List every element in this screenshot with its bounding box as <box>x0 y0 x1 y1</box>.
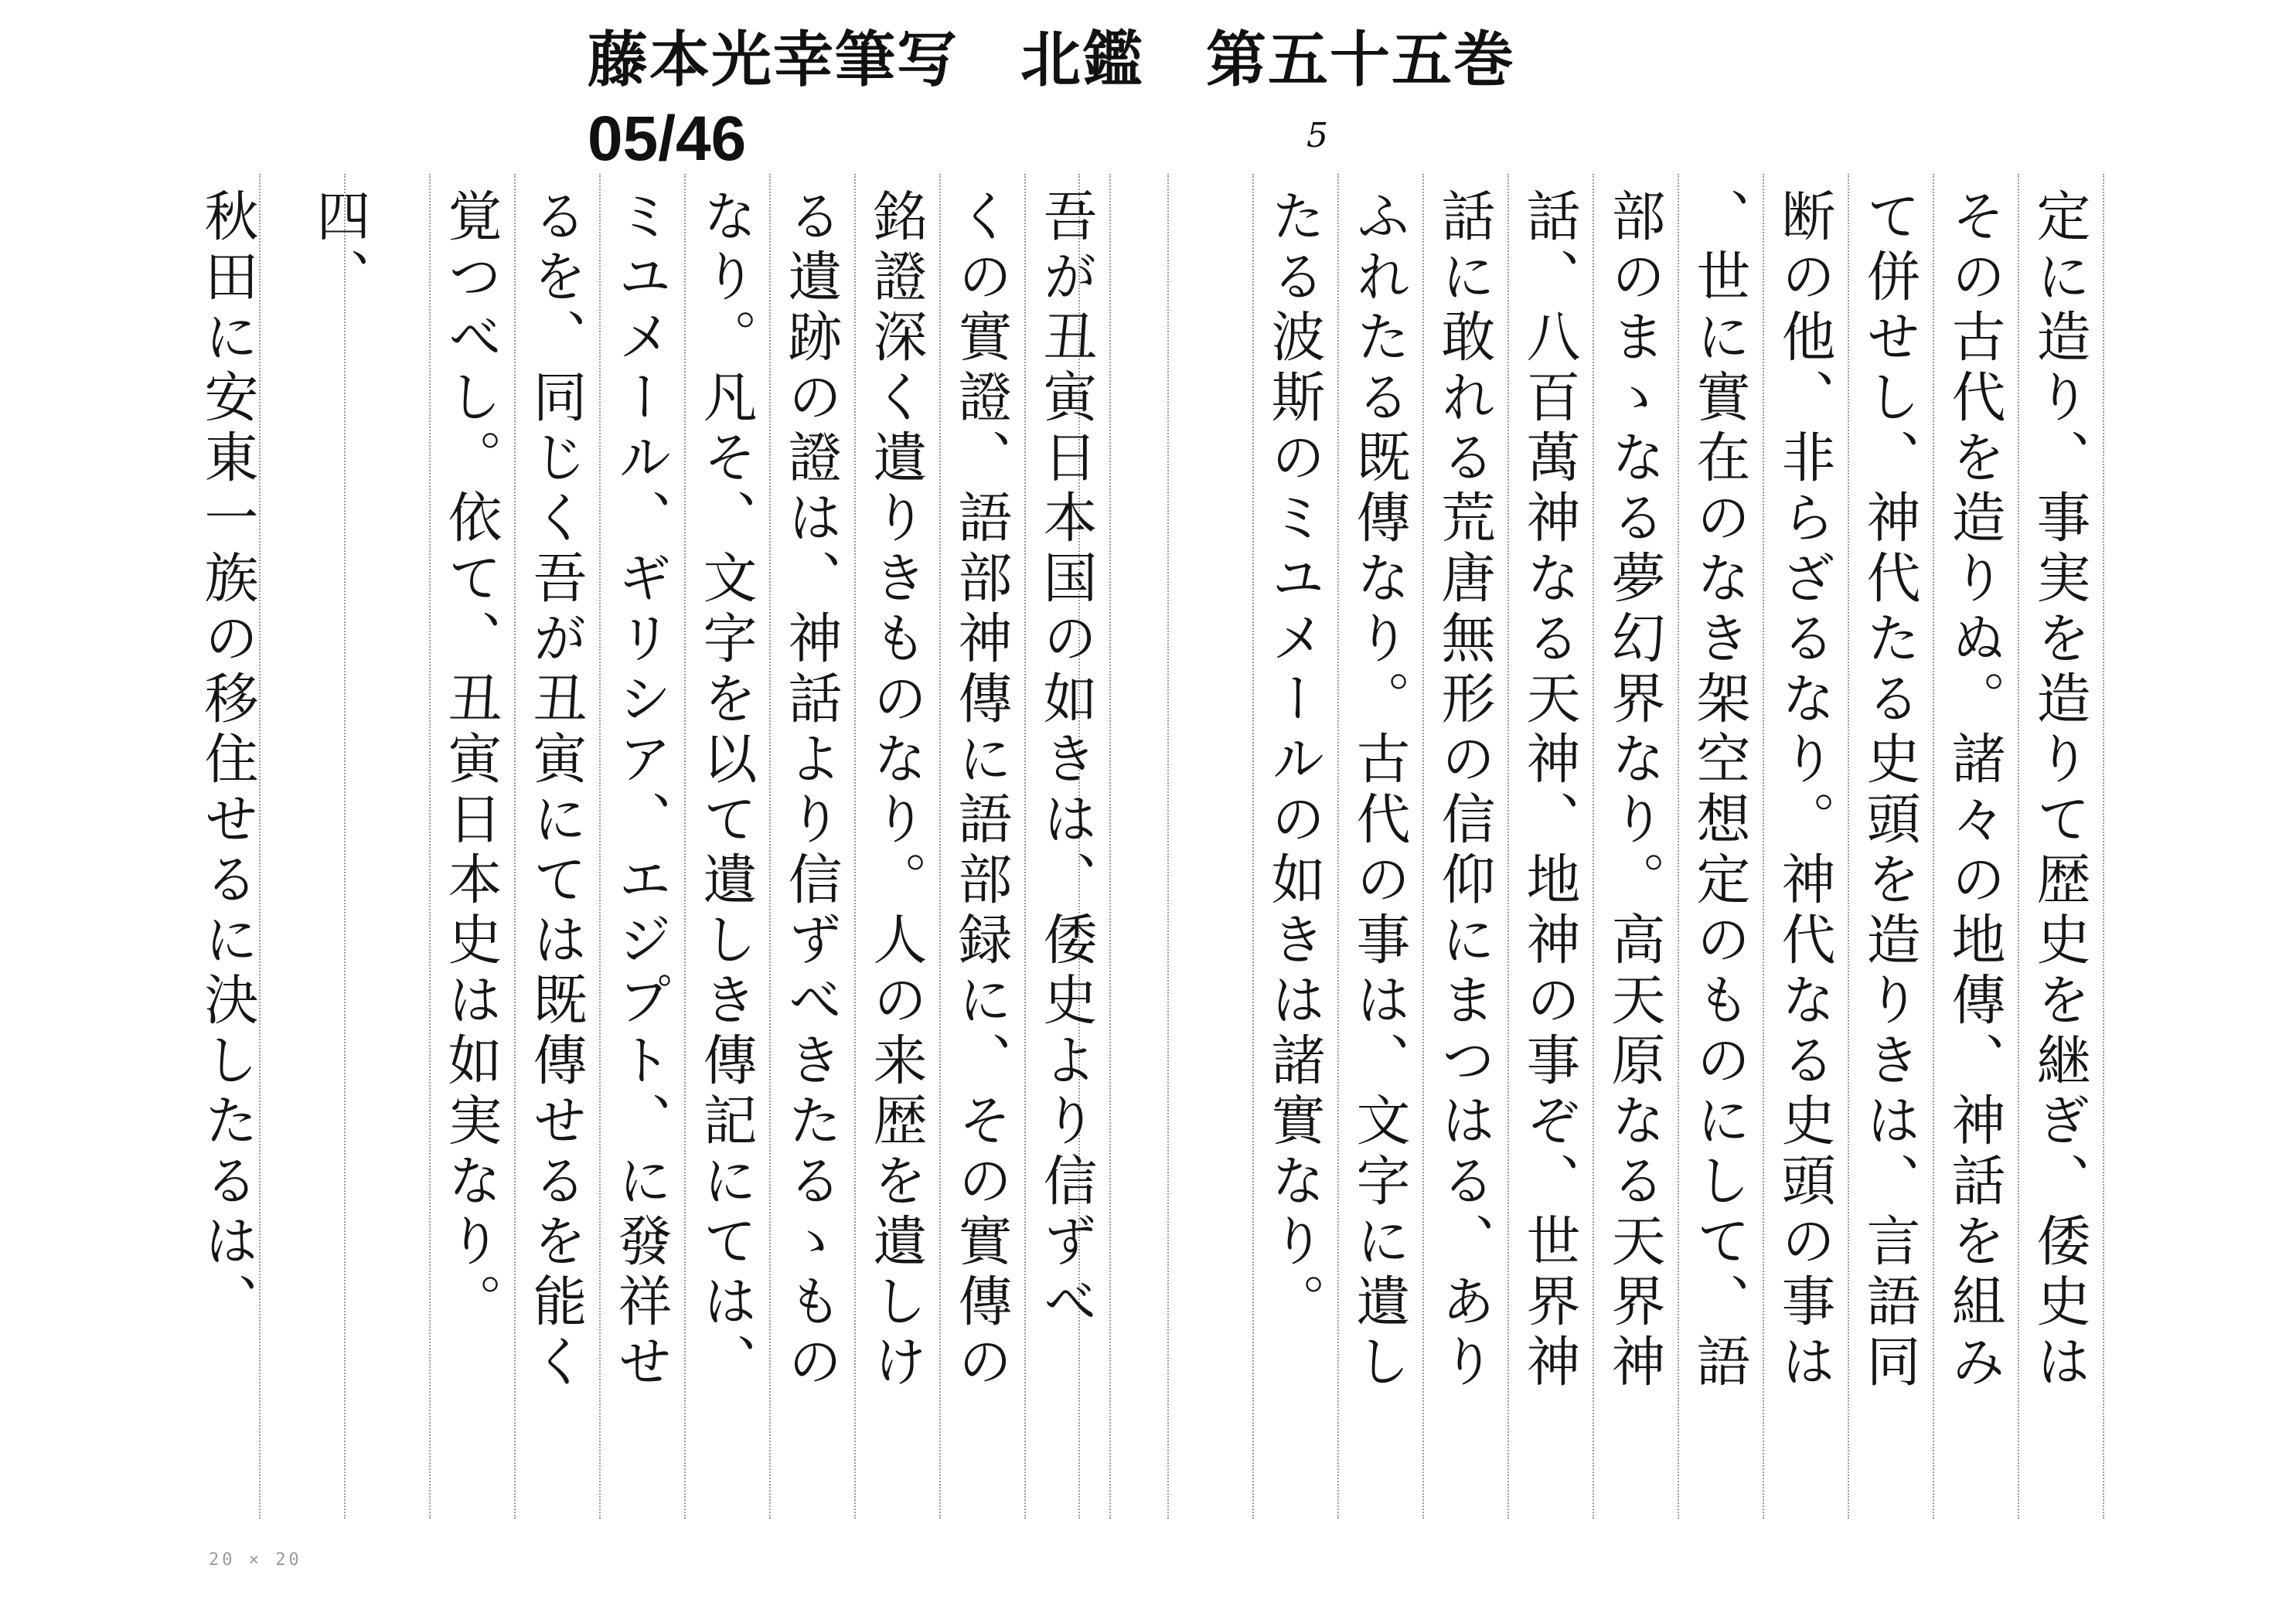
manuscript-paper-label: 20 × 20 <box>209 1550 302 1570</box>
text-column-22: 秋田に安東一族の移住せるに決したるは、 <box>196 188 259 1333</box>
text-column-18: るを、同じく吾が丑寅にては既傳せるを能く <box>524 188 588 1393</box>
text-column-17: ミユメール、ギリシア、エジプト、に發祥せ <box>609 188 673 1393</box>
column-rule-1 <box>2103 174 2104 1519</box>
column-rule-2 <box>2018 174 2019 1519</box>
text-column-8: 話に敢れる荒唐無形の信仰にまつはる、あり <box>1432 188 1496 1393</box>
column-rule-21 <box>429 174 431 1519</box>
text-column-1: 定に造り、事実を造りて歴史を継ぎ、倭史は <box>2028 188 2091 1393</box>
text-column-12: 吾が丑寅日本国の如きは、倭史より信ずべ <box>1034 188 1098 1333</box>
text-column-5: 、世に實在のなき架空想定のものにして、語 <box>1688 188 1751 1393</box>
text-column-2: その古代を造りぬ。諸々の地傳、神話を組み <box>1943 188 2006 1393</box>
column-rule-11 <box>1252 174 1254 1519</box>
column-rule-23 <box>259 174 261 1519</box>
page-title: 藤本光幸筆写 北鑑 第五十五巻 <box>588 26 1516 95</box>
column-rule-22 <box>344 174 346 1519</box>
column-rule-19 <box>599 174 601 1519</box>
column-rule-14 <box>1024 174 1026 1519</box>
text-column-4: 断の他、非らざるなり。神代なる史頭の事は <box>1773 188 1836 1393</box>
column-rule-17 <box>769 174 771 1519</box>
column-rule-5 <box>1763 174 1764 1519</box>
column-rule-10 <box>1337 174 1339 1519</box>
text-column-15: る遺跡の證は、神話より信ずべきたるゝもの <box>779 188 843 1393</box>
text-column-10: たる波斯のミユメールの如きは諸實なり。 <box>1262 188 1326 1333</box>
column-rule-7 <box>1593 174 1594 1519</box>
text-column-3: て併せし、神代たる史頭を造りきは、言語同 <box>1858 188 1921 1393</box>
text-column-9: ふれたる既傳なり。古代の事は、文字に遺し <box>1347 188 1411 1393</box>
column-rule-6 <box>1678 174 1679 1519</box>
column-rule-20 <box>514 174 516 1519</box>
text-column-11 <box>1172 188 1246 1517</box>
text-column-13: くの實證、語部神傳に語部録に、その實傳の <box>949 188 1013 1393</box>
column-rule-18 <box>684 174 686 1519</box>
column-rule-16 <box>854 174 856 1519</box>
text-column-14: 銘證深く遺りきものなり。人の来歴を遺しけ <box>864 188 928 1393</box>
column-rule-8 <box>1507 174 1509 1519</box>
manuscript-sheet <box>178 174 2103 1519</box>
text-column-21: 四、 <box>308 188 371 308</box>
page-number: 05/46 <box>588 104 747 174</box>
text-column-16: なり。凡そ、文字を以て遺しき傳記にては、 <box>694 188 758 1393</box>
text-column-7: 話、八百萬神なる天神、地神の事ぞ、世界神 <box>1518 188 1581 1393</box>
column-rule-4 <box>1848 174 1849 1519</box>
column-rule-12 <box>1167 174 1169 1519</box>
column-rule-3 <box>1933 174 1934 1519</box>
column-rule-9 <box>1422 174 1424 1519</box>
column-rule-13 <box>1109 174 1111 1519</box>
text-column-6: 部のまゝなる夢幻界なり。高天原なる天界神 <box>1603 188 1666 1393</box>
text-column-19: 覚つべし。依て、丑寅日本史は如実なり。 <box>439 188 502 1333</box>
column-rule-15 <box>939 174 941 1519</box>
folio-number: 5 <box>1306 116 1328 155</box>
